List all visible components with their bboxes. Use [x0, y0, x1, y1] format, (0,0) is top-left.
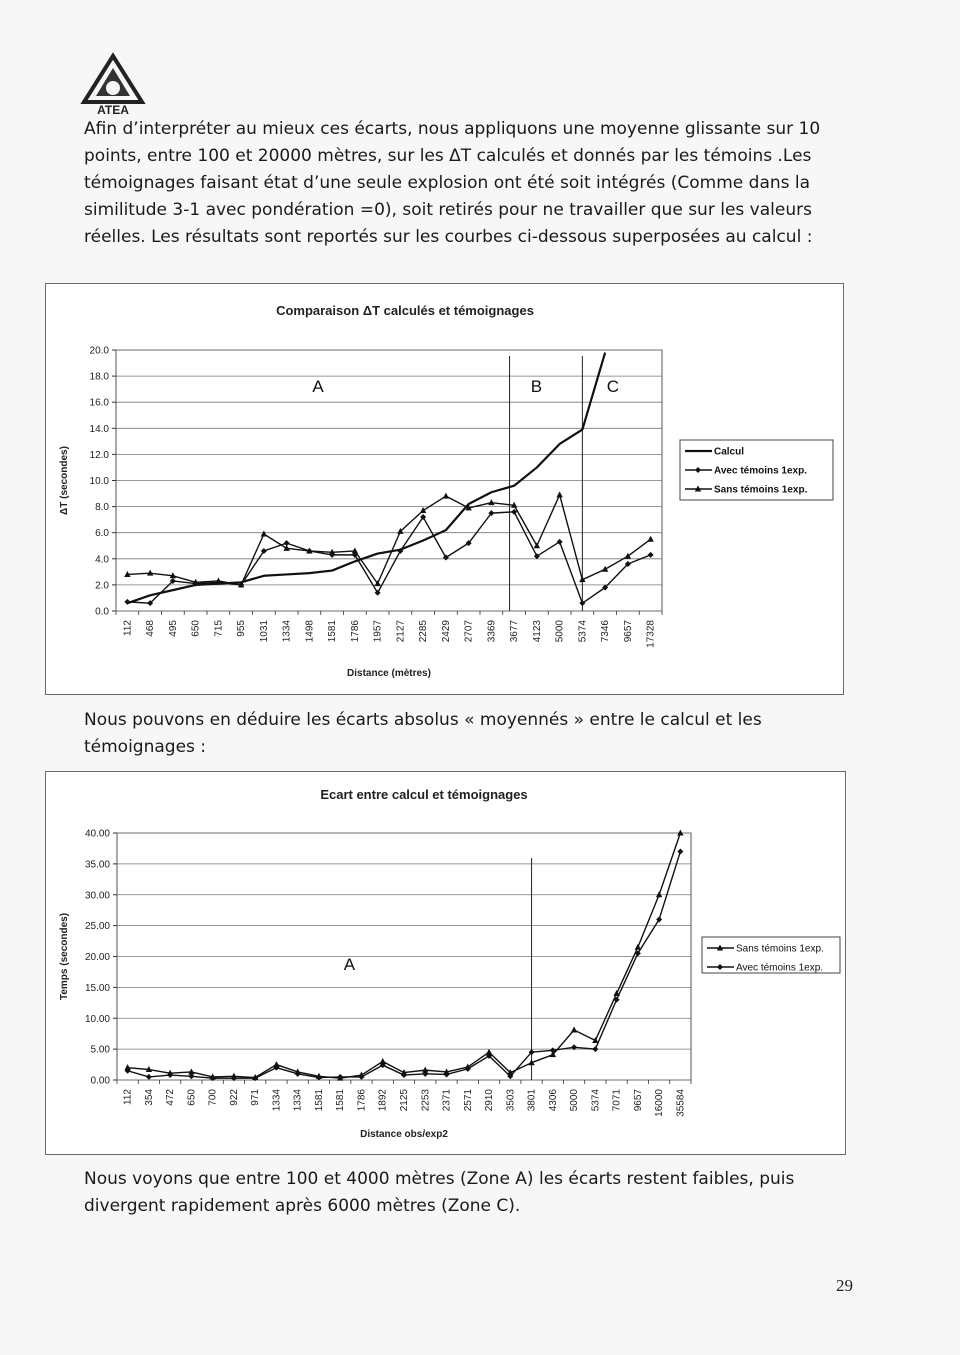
chart1-ytick-label: 2.0 [95, 580, 109, 592]
chart2-xtick-label: 2371 [441, 1089, 453, 1112]
chart2-xtick-label: 5000 [569, 1089, 581, 1112]
chart1-ylabel: ΔT (secondes) [59, 446, 70, 515]
chart1-xtick-label: 1498 [304, 620, 316, 643]
chart1-ytick-label: 14.0 [89, 423, 109, 435]
chart2-ytick-label: 20.00 [84, 952, 110, 963]
chart2-xtick-label: 971 [250, 1089, 262, 1106]
chart2-xtick-label: 1334 [292, 1089, 304, 1112]
chart1-ytick-label: 8.0 [95, 502, 109, 514]
chart2-xtick-label: 112 [122, 1089, 134, 1105]
chart1-ytick-label: 12.0 [89, 449, 109, 461]
chart1-xtick-label: 650 [190, 620, 202, 637]
chart1-ytick-label: 6.0 [95, 528, 109, 540]
chart-ecart-svg [46, 772, 845, 1154]
chart-ecart [45, 771, 846, 1155]
chart1-ytick-label: 18.0 [89, 371, 109, 383]
chart2-ytick-label: 10.00 [84, 1013, 110, 1025]
chart1-series-point [283, 545, 289, 551]
chart2-xtick-label: 7071 [611, 1089, 623, 1112]
chart2-ytick-label: 35.00 [84, 859, 110, 871]
chart1-series-point [375, 590, 381, 596]
chart1-zone-label: B [530, 376, 543, 396]
chart1-xtick-label: 468 [145, 620, 157, 637]
chart1-legend-label: Avec témoins 1exp. [714, 465, 808, 477]
chart1-xtick-label: 1581 [327, 620, 339, 643]
chart1-xtick-label: 2285 [418, 620, 430, 643]
chart2-legend-label: Sans témoins 1exp. [736, 943, 824, 955]
conclusion-paragraph: Nous voyons que entre 100 et 4000 mètres (Zone A) les écarts restent faibles, puis divergent rapidement après 6000 mètres (Zone C). [84, 1169, 795, 1216]
chart2-xtick-label: 1581 [313, 1089, 325, 1112]
chart1-legend-label: Calcul [714, 446, 745, 458]
chart1-legend-label: Sans témoins 1exp. [714, 484, 808, 496]
chart2-xtick-label: 16000 [654, 1089, 666, 1117]
chart2-ytick-label: 40.00 [84, 828, 110, 840]
chart2-series-point [656, 891, 662, 897]
chart2-xtick-label: 35584 [675, 1089, 687, 1117]
chart1-series-point [488, 499, 494, 505]
chart1-ytick-label: 16.0 [89, 397, 109, 409]
chart2-ytick-label: 25.00 [84, 921, 110, 933]
chart1-xlabel: Distance (mètres) [347, 668, 431, 679]
chart2-series-point [146, 1074, 152, 1080]
chart1-xtick-label: 5000 [554, 620, 566, 643]
chart1-series-point [647, 536, 653, 542]
chart1-xtick-label: 3677 [509, 620, 521, 643]
chart2-series-point [592, 1046, 598, 1052]
chart2-xtick-label: 472 [165, 1089, 177, 1106]
logo-text: ATEA [97, 103, 129, 117]
chart1-series-point [556, 491, 562, 497]
chart2-series-line [128, 852, 681, 1079]
chart2-xtick-label: 2910 [484, 1089, 496, 1112]
chart2-xtick-label: 1786 [356, 1089, 368, 1112]
chart1-series-point [124, 599, 130, 605]
chart2-title: Ecart entre calcul et témoignages [320, 787, 528, 802]
chart1-series-point [443, 493, 449, 499]
chart1-xtick-label: 9657 [622, 620, 634, 643]
chart2-series-point [677, 849, 683, 855]
chart1-xtick-label: 2127 [395, 620, 407, 643]
chart2-xtick-label: 1581 [335, 1089, 347, 1112]
chart1-ytick-label: 0.0 [95, 606, 109, 618]
chart1-xtick-label: 715 [213, 620, 225, 637]
chart2-ytick-label: 15.00 [84, 982, 110, 994]
chart2-xtick-label: 3503 [505, 1089, 517, 1112]
chart1-xtick-label: 2429 [440, 620, 452, 643]
chart2-ylabel: Temps (secondes) [59, 912, 70, 1001]
chart2-xtick-label: 700 [207, 1089, 219, 1106]
chart2-ytick-label: 5.00 [90, 1044, 110, 1056]
chart2-xtick-label: 9657 [632, 1089, 644, 1112]
chart1-zone-label: C [606, 376, 620, 396]
chart2-legend-label: Avec témoins 1exp. [736, 962, 824, 974]
page-number: 29 [836, 1276, 853, 1295]
chart2-xtick-label: 3801 [526, 1089, 538, 1112]
chart2-xtick-label: 2571 [462, 1089, 474, 1112]
chart1-xtick-label: 17328 [645, 620, 657, 648]
chart2-xtick-label: 2253 [420, 1089, 432, 1112]
chart2-xtick-label: 354 [143, 1089, 155, 1106]
chart2-xtick-label: 5374 [590, 1089, 602, 1112]
chart1-xtick-label: 955 [236, 620, 248, 637]
chart1-series-point [420, 507, 426, 513]
chart1-xtick-label: 1957 [372, 620, 384, 643]
chart2-zone-label: A [343, 955, 356, 975]
chart1-xtick-label: 3369 [486, 620, 498, 643]
chart-comparaison [45, 283, 844, 695]
chart1-xtick-label: 2707 [463, 620, 475, 643]
chart1-xtick-label: 1031 [258, 620, 270, 643]
chart2-ytick-label: 30.00 [84, 890, 110, 902]
chart1-xtick-label: 1786 [349, 620, 361, 643]
chart1-xtick-label: 112 [122, 620, 134, 636]
chart1-ytick-label: 4.0 [95, 554, 109, 566]
chart1-ytick-label: 10.0 [89, 476, 109, 487]
chart1-xtick-label: 495 [167, 620, 179, 637]
chart2-xtick-label: 922 [228, 1089, 240, 1106]
chart1-series-point [261, 531, 267, 537]
chart-comparaison-svg [46, 284, 843, 694]
chart1-title: Comparaison ΔT calculés et témoignages [276, 303, 534, 318]
chart2-xtick-label: 2125 [399, 1089, 410, 1112]
chart2-ytick-label: 0.00 [90, 1075, 110, 1087]
chart1-zone-label: A [312, 376, 324, 396]
chart1-ytick-label: 20.0 [89, 345, 109, 357]
chart2-xlabel: Distance obs/exp2 [360, 1129, 448, 1140]
middle-paragraph: Nous pouvons en déduire les écarts absolus « moyennés » entre le calcul et les témoignages : [84, 710, 762, 757]
chart1-xtick-label: 4123 [531, 620, 543, 643]
chart1-xtick-label: 7346 [600, 620, 612, 643]
atea-logo [78, 50, 148, 120]
chart2-xtick-label: 650 [186, 1089, 198, 1106]
chart1-series-point [625, 553, 631, 559]
intro-paragraph: Afin d’interpréter au mieux ces écarts, nous appliquons une moyenne glissante sur 10 points, entre 100 et 20000 mètres, sur les ΔT calculés et donnés par les témoins .Les témoignages faisant état d’une seule explosion ont été soit intégrés (Comme dans la similitude 3-1 avec pondération =0), soit retirés pour ne travailler que sur les valeurs réelles. Les résultats sont reportés sur les courbes ci-dessous superposées au calcul : [84, 119, 821, 247]
chart1-xtick-label: 5374 [577, 620, 589, 643]
chart2-xtick-label: 1892 [377, 1089, 389, 1112]
chart1-xtick-label: 1334 [281, 620, 293, 643]
chart2-xtick-label: 4306 [547, 1089, 559, 1112]
chart2-xtick-label: 1334 [271, 1089, 283, 1112]
chart2-series-point [571, 1026, 577, 1032]
chart1-series-point [648, 552, 654, 558]
